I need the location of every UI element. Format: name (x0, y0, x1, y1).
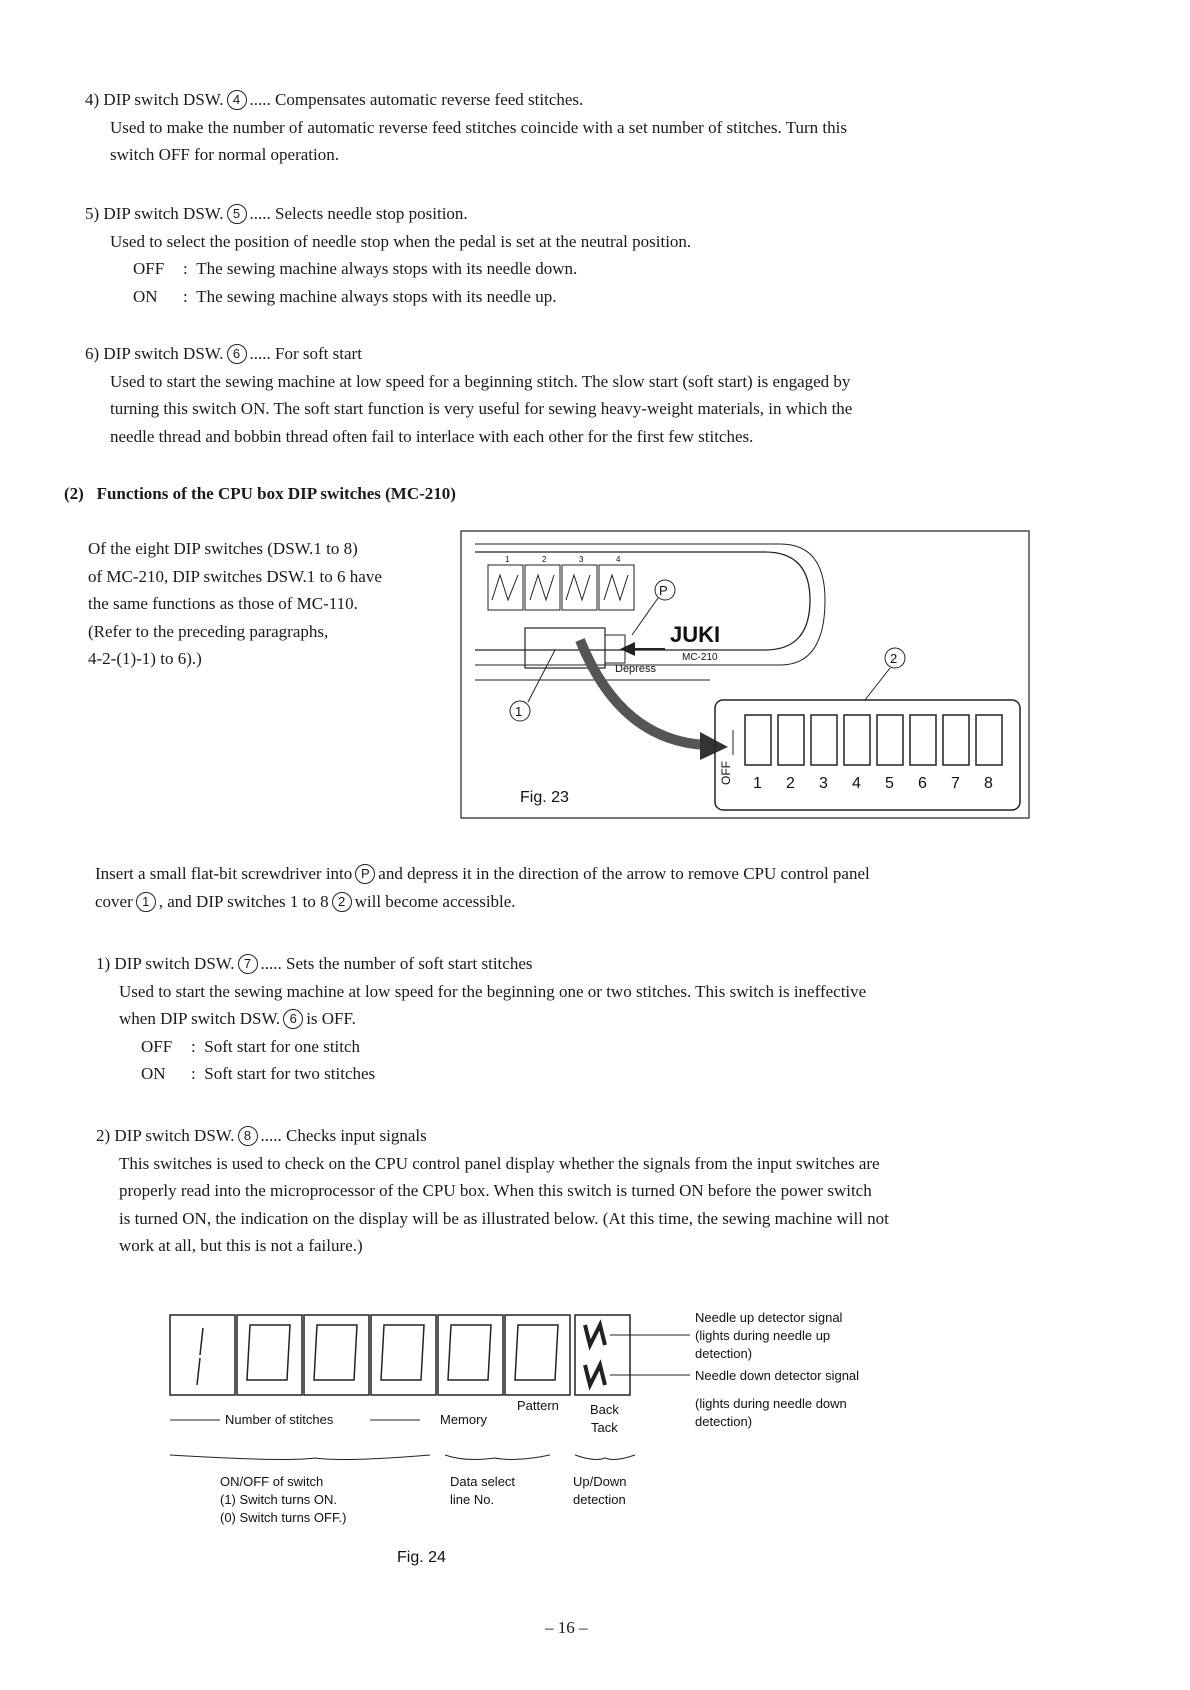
circled-number: 5 (227, 204, 247, 224)
svg-text:Number of stitches: Number of stitches (225, 1412, 334, 1427)
svg-text:(0) Switch turns OFF.): (0) Switch turns OFF.) (220, 1510, 347, 1525)
item-dsw7: 1) DIP switch DSW. 7 ..... Sets the number of soft start stitches Used to start the sewing machine at low speed for the beginning one or two stitches. This switch is ineffective when DIP switch DSW. 6 is OFF. OFF : Soft start for one stitch ON : Soft start for two stitches (96, 954, 867, 1083)
svg-text:detection): detection) (695, 1414, 753, 1429)
svg-text:OFF: OFF (719, 761, 733, 785)
section-heading: (2) Functions of the CPU box DIP switches (MC-210) (64, 484, 456, 503)
svg-text:3: 3 (579, 555, 584, 564)
dip-switch-block (715, 700, 1020, 810)
svg-text:8: 8 (984, 775, 993, 792)
panel-outer (475, 544, 825, 665)
svg-text:Tack: Tack (591, 1420, 618, 1435)
fig24-diagram (165, 1300, 925, 1600)
seven-seg-display (170, 1315, 630, 1395)
svg-text:line No.: line No. (450, 1492, 495, 1507)
brand-logo: JUKI (670, 622, 721, 647)
svg-text:ON/OFF of switch: ON/OFF of switch (220, 1474, 324, 1489)
svg-text:Needle down detector signal: Needle down detector signal (695, 1368, 860, 1383)
svg-text:Back: Back (590, 1402, 619, 1417)
svg-text:detection): detection) (695, 1346, 753, 1361)
svg-text:4: 4 (616, 555, 621, 564)
svg-text:2: 2 (786, 775, 795, 792)
svg-text:2: 2 (542, 555, 547, 564)
insert-paragraph: Insert a small flat-bit screwdriver into P and depress it in the direction of the arrow to remove CPU control panel cover 1 , and DIP switches 1 to 8 2 will become accessible. (95, 864, 870, 911)
svg-text:(lights during needle up: (lights during needle up (695, 1328, 831, 1343)
svg-text:Needle up detector signal: Needle up detector signal (695, 1310, 843, 1325)
svg-text:5: 5 (885, 775, 894, 792)
fig23-frame (461, 531, 1029, 818)
svg-text:Data select: Data select (450, 1474, 516, 1489)
svg-text:Pattern: Pattern (517, 1398, 559, 1413)
intro-text: Of the eight DIP switches (DSW.1 to 8) of MC-210, DIP switches DSW.1 to 6 have the same functions as those of MC-110. (Refer to the preceding paragraphs, 4-2-(1)-1) to 6).) (88, 539, 382, 668)
svg-text:P: P (659, 583, 668, 598)
dip-numbers (753, 775, 993, 792)
svg-text:4: 4 (852, 775, 861, 792)
svg-text:7: 7 (951, 775, 960, 792)
pattern-switches (488, 555, 634, 610)
circled-number: 4 (227, 90, 247, 110)
item-dsw4: 4) DIP switch DSW. 4 ..... Compensates automatic reverse feed stitches. Used to make the number of automatic reverse feed stitches coincide with a set number of stitches. Turn this switch OFF for normal operation. (85, 90, 847, 164)
svg-text:Memory: Memory (440, 1412, 487, 1427)
dip-switches (745, 715, 1002, 765)
item-dsw6: 6) DIP switch DSW. 6 ..... For soft start Used to start the sewing machine at low speed for a beginning stitch. The slow start (soft start) is engaged by turning this switch ON. The soft start function is very useful for sewing heavy-weight materials, in which the needle thread and bobbin thread often fail to interlace with each other for the first few stitches. (85, 344, 853, 446)
svg-text:3: 3 (819, 775, 828, 792)
item-dsw5: 5) DIP switch DSW. 5 ..... Selects needle stop position. Used to select the position of needle stop when the pedal is set at the neutral position. OFF : The sewing machine always stops with its needle down. ON : The sewing machine always stops with its needle up. (85, 204, 692, 306)
arrow-small (620, 642, 635, 656)
circled-number: 6 (227, 344, 247, 364)
page-number: – 16 – (545, 1618, 588, 1637)
svg-text:1: 1 (505, 555, 510, 564)
svg-text:MC-210: MC-210 (682, 652, 718, 663)
svg-text:detection: detection (573, 1492, 626, 1507)
svg-text:1: 1 (515, 704, 523, 719)
svg-text:(1) Switch turns ON.: (1) Switch turns ON. (220, 1492, 338, 1507)
fig23-caption: Fig. 23 (520, 789, 569, 806)
svg-text:(lights during needle down: (lights during needle down (695, 1396, 847, 1411)
svg-text:Up/Down: Up/Down (573, 1474, 627, 1489)
item-dsw8: 2) DIP switch DSW. 8 ..... Checks input signals This switches is used to check on the CPU control panel display whether the signals from the input switches are properly read into the microprocessor of the CPU box. When this switch is turned ON before the power switch is turned ON, the indication on the display will be as illustrated below. (At this time, the sewing machine will not work at all, but this is not a failure.) (96, 1126, 889, 1255)
svg-text:2: 2 (890, 651, 898, 666)
svg-text:6: 6 (918, 775, 927, 792)
svg-text:1: 1 (753, 775, 762, 792)
fig24-caption: Fig. 24 (397, 1549, 446, 1566)
svg-text:Depress: Depress (615, 663, 656, 675)
fig23-diagram (460, 530, 1030, 820)
